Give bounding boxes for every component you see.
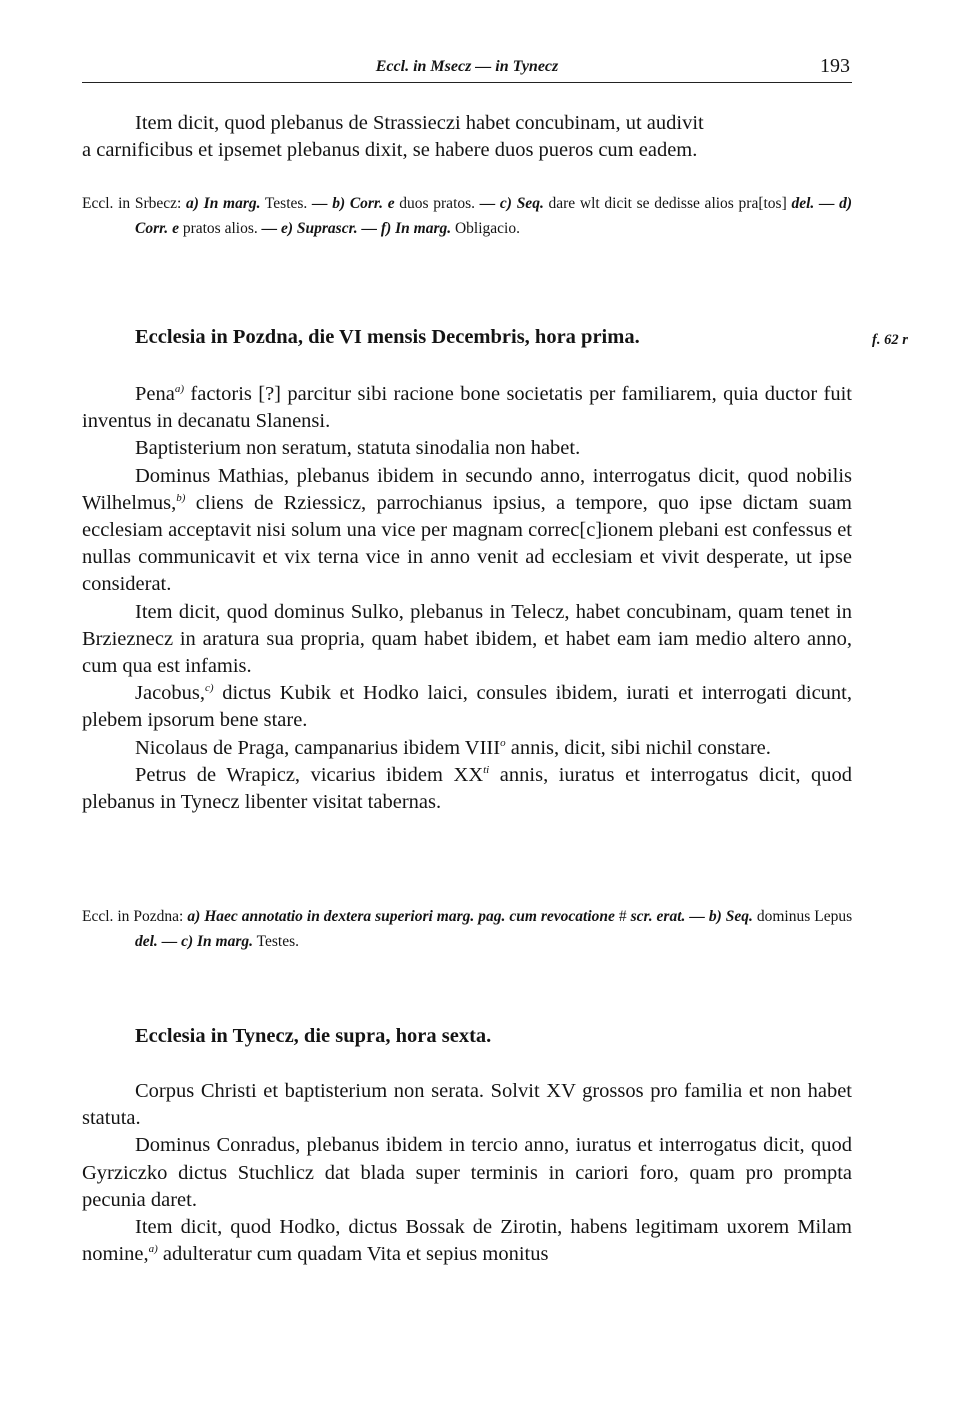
paragraph: a carnificibus et ipsemet plebanus dixit, se habere duos pueros cum eadem.	[82, 139, 698, 162]
footnotes-srbecz	[82, 192, 852, 241]
page-number: 193	[820, 55, 850, 77]
section-heading-pozdna: Ecclesia in Pozdna, die VI mensis Decembris, hora prima.	[135, 326, 640, 348]
footnotes-pozdna	[82, 905, 852, 954]
paragraph: Dominus Mathias, plebanus ibidem in secundo anno, interrogatus dicit, quod nobilis Wilhelmus,$^{b)}$ cliens de Rziessicz, parrochianus ipsius, a tempore, quo ipse dictam suam ecclesiam acceptavit nisi solum una vice per magnam correc[c]ionem plebani est confessus et nullas communicavit et vix terna vice in anno venit ad ecclesiam et vivit desperate, ut ipse considerat.	[82, 464, 852, 596]
running-head	[82, 52, 852, 83]
paragraph: Item dicit, quod Hodko, dictus Bossak de Zirotin, habens legitimam uxorem Milam nomine,$^{a)}$ adulteratur cum quadam Vita et sepius monitus	[82, 1216, 852, 1266]
tynecz-text	[82, 1078, 852, 1268]
srbecz-tail-text	[82, 110, 852, 164]
pozdna-text	[82, 381, 852, 816]
footnote-block: Eccl. in Srbecz: a) In marg. Testes. — b) Corr. e duos pratos. — c) Seq. dare wlt dicit se dedisse alios pra[tos] del. — d) Corr. e pratos alios. — e) Suprascr. — f) In marg. Obligacio.	[82, 195, 853, 237]
paragraph: Pena$^{a)}$ factoris [?] parcitur sibi racione bone societatis per familiarem, quia ductor fuit inventus in decanatu Slanensi.	[82, 383, 852, 433]
paragraph: Corpus Christi et baptisterium non serata. Solvit XV grossos pro familia et non habet statuta.	[82, 1080, 852, 1130]
paragraph: Jacobus,$^{c)}$ dictus Kubik et Hodko laici, consules ibidem, iurati et interrogati dicunt, plebem ipsorum bene stare.	[82, 682, 852, 732]
paragraph: Nicolaus de Praga, campanarius ibidem VIII$^o$ annis, dicit, sibi nichil constare.	[135, 736, 771, 759]
paragraph: Baptisterium non seratum, statuta sinodalia non habet.	[135, 437, 581, 460]
paragraph: Petrus de Wrapicz, vicarius ibidem $XX^{ti}$ annis, iuratus et interrogatus dicit, quod plebanus in Tynecz libenter visitat tabernas.	[82, 763, 852, 814]
running-title: Eccl. in Msecz — in Tynecz	[375, 58, 559, 75]
section-heading-tynecz: Ecclesia in Tynecz, die supra, hora sexta.	[135, 1025, 492, 1047]
folio-margin-note: f. 62 r	[872, 332, 908, 348]
footnote-block: Eccl. in Pozdna: a) Haec annotatio in dextera superiori marg. pag. cum revocatione # scr. erat. — b) Seq. dominus Lepus del. — c) In marg. Testes.	[82, 908, 853, 950]
paragraph: Item dicit, quod plebanus de Strassieczi habet concubinam, ut audivit	[135, 112, 704, 134]
paragraph: Dominus Conradus, plebanus ibidem in tercio anno, iuratus et interrogatus dicit, quod Gyrziczko dictus Stuchlicz dat blada super terminis in cariori foro, quam pro prompta pecunia daret.	[82, 1134, 852, 1211]
paragraph: Item dicit, quod dominus Sulko, plebanus in Telecz, habet concubinam, quam tenet in Brzieznecz in aratura sua propria, quam habet ibidem, et habet eam iam medio altero anno, cum qua est infamis.	[82, 600, 852, 678]
